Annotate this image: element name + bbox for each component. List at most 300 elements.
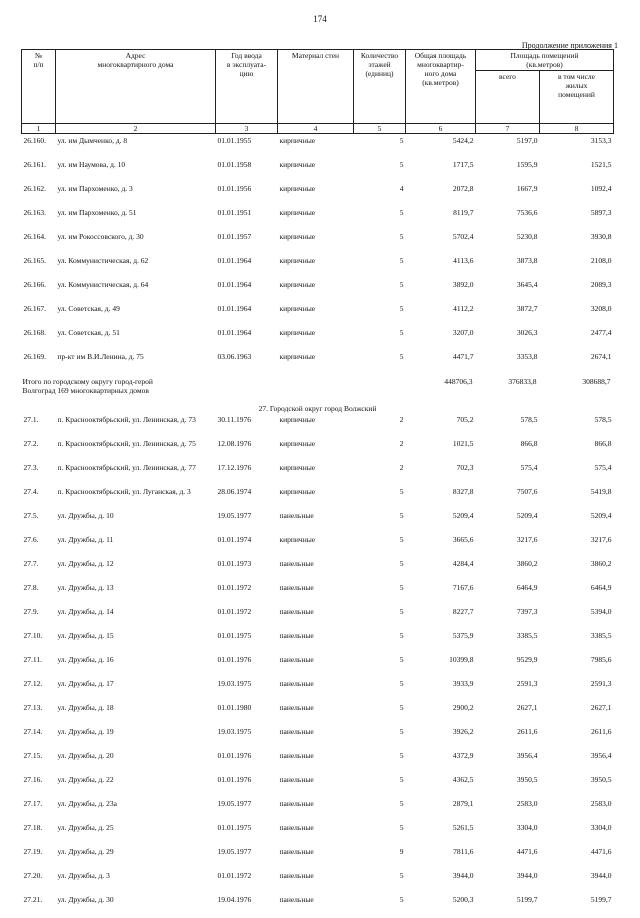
row-total-area: 702,3 (456, 463, 474, 472)
row-number: 26.166. (23, 280, 46, 289)
row-residential-area: 2583,0 (590, 799, 612, 808)
row-address: ул. Дружбы, д. 3 (57, 871, 110, 880)
header-no: № п/п (22, 50, 56, 124)
row-material: кирпичные (279, 280, 316, 289)
row-floors: 9 (399, 847, 404, 856)
table-body-volgograd (22, 134, 614, 376)
total-label: Итого по городскому округу город-герой Волгоград 169 многоквартирных домов (22, 377, 153, 395)
total-area: 448706,3 (444, 377, 473, 386)
row-number: 26.169. (23, 352, 46, 361)
row-floors: 5 (399, 559, 404, 568)
table-row (22, 822, 614, 846)
row-material: панельные (279, 655, 314, 664)
row-residential-area: 1521,5 (590, 160, 612, 169)
row-number: 27.21. (23, 895, 43, 904)
row-material: панельные (279, 871, 314, 880)
row-premises-area: 5230,8 (516, 232, 538, 241)
row-address: ул. Дружбы, д. 13 (57, 583, 114, 592)
row-number: 26.163. (23, 208, 46, 217)
table-row (22, 774, 614, 798)
row-number: 27.9. (23, 607, 39, 616)
row-premises-area: 7536,6 (516, 208, 538, 217)
row-residential-area: 578,5 (594, 415, 612, 424)
table-row (22, 414, 614, 438)
row-material: кирпичные (279, 535, 316, 544)
column-number: 7 (476, 124, 540, 134)
row-floors: 5 (399, 703, 404, 712)
row-premises-area: 2583,0 (516, 799, 538, 808)
row-year: 01.01.1972 (217, 871, 252, 880)
row-number: 27.8. (23, 583, 39, 592)
total-premises-area: 376833,8 (508, 377, 537, 386)
row-address: ул. Дружбы, д. 10 (57, 511, 114, 520)
row-total-area: 2900,2 (452, 703, 474, 712)
section-row (22, 404, 614, 414)
row-number: 27.14. (23, 727, 43, 736)
row-floors: 5 (399, 823, 404, 832)
row-residential-area: 2627,1 (590, 703, 612, 712)
row-address: ул. им Наумова, д. 10 (57, 160, 126, 169)
row-total-area: 5424,2 (452, 136, 474, 145)
row-total-area: 2072,8 (452, 184, 474, 193)
row-year: 12.08.1976 (217, 439, 252, 448)
row-residential-area: 5394,0 (590, 607, 612, 616)
table-row (22, 750, 614, 774)
row-total-area: 3892,0 (452, 280, 474, 289)
row-material: панельные (279, 823, 314, 832)
row-total-area: 3207,0 (452, 328, 474, 337)
row-floors: 5 (399, 751, 404, 760)
row-number: 27.7. (23, 559, 39, 568)
row-premises-area: 6464,9 (516, 583, 538, 592)
row-year: 01.01.1956 (217, 184, 252, 193)
row-total-area: 5261,5 (452, 823, 474, 832)
header-material: Материал стен (278, 50, 354, 124)
row-residential-area: 3385,5 (590, 631, 612, 640)
row-residential-area: 4471,6 (590, 847, 612, 856)
row-premises-area: 3872,7 (516, 304, 538, 313)
row-number: 26.164. (23, 232, 46, 241)
row-address: ул. Дружбы, д. 29 (57, 847, 114, 856)
row-year: 01.01.1951 (217, 208, 252, 217)
row-residential-area: 3930,8 (590, 232, 612, 241)
row-number: 27.13. (23, 703, 43, 712)
table-row (22, 846, 614, 870)
row-address: ул. Дружбы, д. 20 (57, 751, 114, 760)
row-material: кирпичные (279, 352, 316, 361)
row-residential-area: 3944,0 (590, 871, 612, 880)
row-premises-area: 4471,6 (516, 847, 538, 856)
row-floors: 5 (399, 232, 404, 241)
row-address: п. Краснооктябрьский, ул. Ленинская, д. 75 (57, 439, 196, 448)
continuation-note: Продолжение приложения 1 (521, 41, 618, 50)
table-row (22, 255, 614, 279)
row-year: 19.05.1977 (217, 511, 252, 520)
row-address: ул. Коммунистическая, д. 64 (57, 280, 149, 289)
row-number: 27.17. (23, 799, 43, 808)
row-floors: 2 (399, 463, 404, 472)
row-premises-area: 3026,3 (516, 328, 538, 337)
row-material: кирпичные (279, 415, 316, 424)
row-material: кирпичные (279, 439, 316, 448)
row-year: 30.11.1976 (217, 415, 251, 424)
row-floors: 5 (399, 352, 404, 361)
row-number: 27.16. (23, 775, 43, 784)
row-address: п. Краснооктябрьский, ул. Ленинская, д. 73 (57, 415, 196, 424)
row-address: ул. Дружбы, д. 15 (57, 631, 114, 640)
table-row (22, 534, 614, 558)
row-floors: 5 (399, 655, 404, 664)
row-number: 27.11. (23, 655, 42, 664)
row-total-area: 3944,0 (452, 871, 474, 880)
row-number: 26.167. (23, 304, 46, 313)
header-premises-area: Площадь помещений (кв.метров) (476, 50, 614, 71)
row-total-area: 7811,6 (453, 847, 474, 856)
row-residential-area: 7985,6 (590, 655, 612, 664)
row-residential-area: 2611,6 (591, 727, 612, 736)
row-year: 03.06.1963 (217, 352, 252, 361)
table-row (22, 894, 614, 918)
row-number: 27.1. (23, 415, 39, 424)
row-floors: 5 (399, 511, 404, 520)
row-material: панельные (279, 775, 314, 784)
row-floors: 5 (399, 256, 404, 265)
table-row (22, 510, 614, 534)
row-year: 01.01.1975 (217, 631, 252, 640)
row-floors: 5 (399, 535, 404, 544)
row-year: 28.06.1974 (217, 487, 252, 496)
row-address: ул. им Пархоменко, д. 51 (57, 208, 137, 217)
table-row (22, 558, 614, 582)
row-total-area: 3926,2 (452, 727, 474, 736)
row-year: 19.03.1975 (217, 679, 252, 688)
row-residential-area: 5209,4 (590, 511, 612, 520)
row-number: 27.20. (23, 871, 43, 880)
row-premises-area: 866,8 (520, 439, 538, 448)
table-row (22, 279, 614, 303)
row-residential-area: 2089,3 (590, 280, 612, 289)
row-material: кирпичные (279, 184, 316, 193)
row-floors: 2 (399, 439, 404, 448)
row-floors: 5 (399, 487, 404, 496)
row-address: п. Краснооктябрьский, ул. Ленинская, д. 77 (57, 463, 196, 472)
column-number: 2 (56, 124, 216, 134)
row-address: ул. им Рокоссовского, д. 30 (57, 232, 144, 241)
row-year: 01.01.1976 (217, 655, 252, 664)
row-address: ул. Дружбы, д. 17 (57, 679, 114, 688)
row-residential-area: 575,4 (594, 463, 612, 472)
row-number: 26.160. (23, 136, 46, 145)
row-residential-area: 3304,0 (590, 823, 612, 832)
row-total-area: 2879,1 (452, 799, 474, 808)
row-total-area: 8227,7 (452, 607, 474, 616)
row-material: кирпичные (279, 304, 316, 313)
row-number: 27.5. (23, 511, 39, 520)
row-year: 17.12.1976 (217, 463, 252, 472)
row-residential-area: 3956,4 (590, 751, 612, 760)
row-residential-area: 866,8 (594, 439, 612, 448)
row-premises-area: 5209,4 (516, 511, 538, 520)
row-address: п. Краснооктябрьский, ул. Луганская, д. 3 (57, 487, 191, 496)
row-floors: 5 (399, 727, 404, 736)
header-floors: Количество этажей (единиц) (354, 50, 406, 124)
row-floors: 4 (399, 184, 404, 193)
row-residential-area: 5419,8 (590, 487, 612, 496)
row-floors: 5 (399, 871, 404, 880)
row-premises-area: 575,4 (520, 463, 538, 472)
row-number: 27.18. (23, 823, 43, 832)
row-material: кирпичные (279, 136, 316, 145)
row-address: ул. Коммунистическая, д. 62 (57, 256, 149, 265)
row-residential-area: 2477,4 (590, 328, 612, 337)
row-material: панельные (279, 727, 314, 736)
row-premises-area: 2611,6 (517, 727, 538, 736)
row-premises-area: 1667,9 (516, 184, 538, 193)
row-premises-area: 3304,0 (516, 823, 538, 832)
row-premises-area: 3950,5 (516, 775, 538, 784)
row-address: ул. Советская, д. 51 (57, 328, 120, 337)
column-number: 1 (22, 124, 56, 134)
row-total-area: 4284,4 (452, 559, 474, 568)
row-address: ул. Дружбы, д. 14 (57, 607, 114, 616)
table-row (22, 438, 614, 462)
page-number: 174 (313, 14, 327, 24)
table-row (22, 654, 614, 678)
row-floors: 5 (399, 136, 404, 145)
row-year: 01.01.1976 (217, 775, 252, 784)
row-address: ул. им Пархоменко, д. 3 (57, 184, 133, 193)
column-number-row (22, 124, 614, 134)
row-year: 19.03.1975 (217, 727, 252, 736)
row-floors: 2 (399, 415, 404, 424)
column-number: 3 (216, 124, 278, 134)
row-material: кирпичные (279, 160, 316, 169)
row-material: кирпичные (279, 208, 316, 217)
column-number: 8 (540, 124, 614, 134)
table-row (22, 798, 614, 822)
row-address: ул. Дружбы, д. 22 (57, 775, 114, 784)
row-total-area: 4362,5 (452, 775, 474, 784)
row-premises-area: 3385,5 (516, 631, 538, 640)
row-year: 01.01.1980 (217, 703, 252, 712)
table-row (22, 327, 614, 351)
row-residential-area: 3208,0 (590, 304, 612, 313)
table-row (22, 134, 614, 160)
table-row (22, 462, 614, 486)
row-number: 26.162. (23, 184, 46, 193)
row-floors: 5 (399, 679, 404, 688)
row-number: 27.6. (23, 535, 39, 544)
row-number: 27.4. (23, 487, 39, 496)
row-year: 01.01.1975 (217, 823, 252, 832)
header-premises-residential: в том числе жилых помещений (540, 71, 614, 124)
row-total-area: 4113,6 (453, 256, 474, 265)
table-row (22, 630, 614, 654)
table-row (22, 486, 614, 510)
row-material: панельные (279, 679, 314, 688)
table-row (22, 231, 614, 255)
row-premises-area: 7507,6 (516, 487, 538, 496)
column-number: 4 (278, 124, 354, 134)
row-year: 01.01.1974 (217, 535, 252, 544)
row-total-area: 4471,7 (452, 352, 474, 361)
row-total-area: 8119,7 (453, 208, 474, 217)
row-address: ул. Дружбы, д. 16 (57, 655, 114, 664)
row-address: ул. Советская, д. 49 (57, 304, 120, 313)
row-floors: 5 (399, 208, 404, 217)
row-total-area: 1021,5 (452, 439, 474, 448)
row-residential-area: 2674,1 (590, 352, 612, 361)
table-row (22, 702, 614, 726)
housing-table (21, 49, 614, 918)
table-row (22, 582, 614, 606)
row-total-area: 3933,9 (452, 679, 474, 688)
row-premises-area: 1595,9 (516, 160, 538, 169)
row-material: кирпичные (279, 328, 316, 337)
row-year: 01.01.1976 (217, 751, 252, 760)
table-row (22, 159, 614, 183)
table-row (22, 606, 614, 630)
column-number: 6 (406, 124, 476, 134)
row-residential-area: 3153,3 (590, 136, 612, 145)
row-residential-area: 5199,7 (590, 895, 612, 904)
row-floors: 5 (399, 583, 404, 592)
row-number: 26.161. (23, 160, 46, 169)
row-material: панельные (279, 847, 314, 856)
row-premises-area: 578,5 (520, 415, 538, 424)
column-number: 5 (354, 124, 406, 134)
table-body-total (22, 375, 614, 414)
row-material: панельные (279, 895, 314, 904)
total-residential-area: 308688,7 (582, 377, 611, 386)
row-total-area: 8327,8 (452, 487, 474, 496)
row-number: 27.15. (23, 751, 43, 760)
header-address: Адрес многоквартирного дома (56, 50, 216, 124)
row-floors: 5 (399, 631, 404, 640)
row-material: панельные (279, 799, 314, 808)
table-row (22, 303, 614, 327)
row-material: панельные (279, 703, 314, 712)
row-number: 27.2. (23, 439, 39, 448)
row-residential-area: 1092,4 (590, 184, 612, 193)
row-total-area: 5702,4 (452, 232, 474, 241)
row-residential-area: 3950,5 (590, 775, 612, 784)
row-material: кирпичные (279, 463, 316, 472)
header-premises-total: всего (476, 71, 540, 124)
row-floors: 5 (399, 328, 404, 337)
row-premises-area: 2591,3 (516, 679, 538, 688)
row-premises-area: 5197,0 (516, 136, 538, 145)
row-year: 01.01.1958 (217, 160, 252, 169)
row-year: 19.05.1977 (217, 847, 252, 856)
table-row (22, 678, 614, 702)
row-address: пр-кт им В.И.Ленина, д. 75 (57, 352, 144, 361)
row-year: 01.01.1957 (217, 232, 252, 241)
row-premises-area: 3645,4 (516, 280, 538, 289)
row-number: 27.3. (23, 463, 39, 472)
header-total-area: Общая площадь многоквартир- ного дома (кв.метров) (406, 50, 476, 124)
row-year: 19.04.1976 (217, 895, 252, 904)
row-address: ул. Дружбы, д. 11 (57, 535, 114, 544)
row-total-area: 4372,9 (452, 751, 474, 760)
total-row (22, 375, 614, 404)
row-premises-area: 7397,3 (516, 607, 538, 616)
row-floors: 5 (399, 280, 404, 289)
row-premises-area: 9529,9 (516, 655, 538, 664)
row-residential-area: 5897,3 (590, 208, 612, 217)
row-number: 26.168. (23, 328, 46, 337)
row-total-area: 10399,8 (449, 655, 474, 664)
row-material: панельные (279, 751, 314, 760)
row-material: панельные (279, 631, 314, 640)
row-year: 01.01.1964 (217, 304, 252, 313)
row-total-area: 4112,2 (453, 304, 474, 313)
table-row (22, 183, 614, 207)
row-total-area: 5375,9 (452, 631, 474, 640)
row-premises-area: 3873,8 (516, 256, 538, 265)
row-residential-area: 3860,2 (590, 559, 612, 568)
row-address: ул. Дружбы, д. 19 (57, 727, 114, 736)
row-year: 19.05.1977 (217, 799, 252, 808)
row-residential-area: 3217,6 (590, 535, 612, 544)
table-row (22, 207, 614, 231)
row-address: ул. Дружбы, д. 12 (57, 559, 114, 568)
row-total-area: 3665,6 (452, 535, 474, 544)
row-material: кирпичные (279, 232, 316, 241)
row-material: кирпичные (279, 256, 316, 265)
row-total-area: 7167,6 (452, 583, 474, 592)
row-material: панельные (279, 583, 314, 592)
row-number: 27.19. (23, 847, 43, 856)
row-number: 27.12. (23, 679, 43, 688)
row-address: ул. Дружбы, д. 23а (57, 799, 117, 808)
row-address: ул. Дружбы, д. 25 (57, 823, 114, 832)
row-floors: 5 (399, 160, 404, 169)
table-body-volzhsky (22, 414, 614, 918)
row-year: 01.01.1972 (217, 583, 252, 592)
row-year: 01.01.1972 (217, 607, 252, 616)
header-year: Год ввода в эксплуата- цию (216, 50, 278, 124)
row-residential-area: 2591,3 (590, 679, 612, 688)
row-premises-area: 3944,0 (516, 871, 538, 880)
row-total-area: 5200,3 (452, 895, 474, 904)
row-premises-area: 3217,6 (516, 535, 538, 544)
table-row (22, 870, 614, 894)
row-year: 01.01.1964 (217, 328, 252, 337)
row-material: панельные (279, 607, 314, 616)
row-address: ул. им Дымченко, д. 8 (57, 136, 128, 145)
row-address: ул. Дружбы, д. 18 (57, 703, 114, 712)
row-floors: 5 (399, 607, 404, 616)
section-title: 27. Городской округ город Волжский (258, 404, 377, 413)
row-material: панельные (279, 559, 314, 568)
row-premises-area: 3353,8 (516, 352, 538, 361)
row-year: 01.01.1964 (217, 280, 252, 289)
row-year: 01.01.1964 (217, 256, 252, 265)
row-floors: 5 (399, 895, 404, 904)
row-premises-area: 2627,1 (516, 703, 538, 712)
row-premises-area: 3860,2 (516, 559, 538, 568)
row-premises-area: 5199,7 (516, 895, 538, 904)
row-floors: 5 (399, 304, 404, 313)
row-floors: 5 (399, 799, 404, 808)
row-total-area: 705,2 (456, 415, 474, 424)
row-material: кирпичные (279, 487, 316, 496)
row-address: ул. Дружбы, д. 30 (57, 895, 114, 904)
row-number: 26.165. (23, 256, 46, 265)
row-material: панельные (279, 511, 314, 520)
row-year: 01.01.1973 (217, 559, 252, 568)
